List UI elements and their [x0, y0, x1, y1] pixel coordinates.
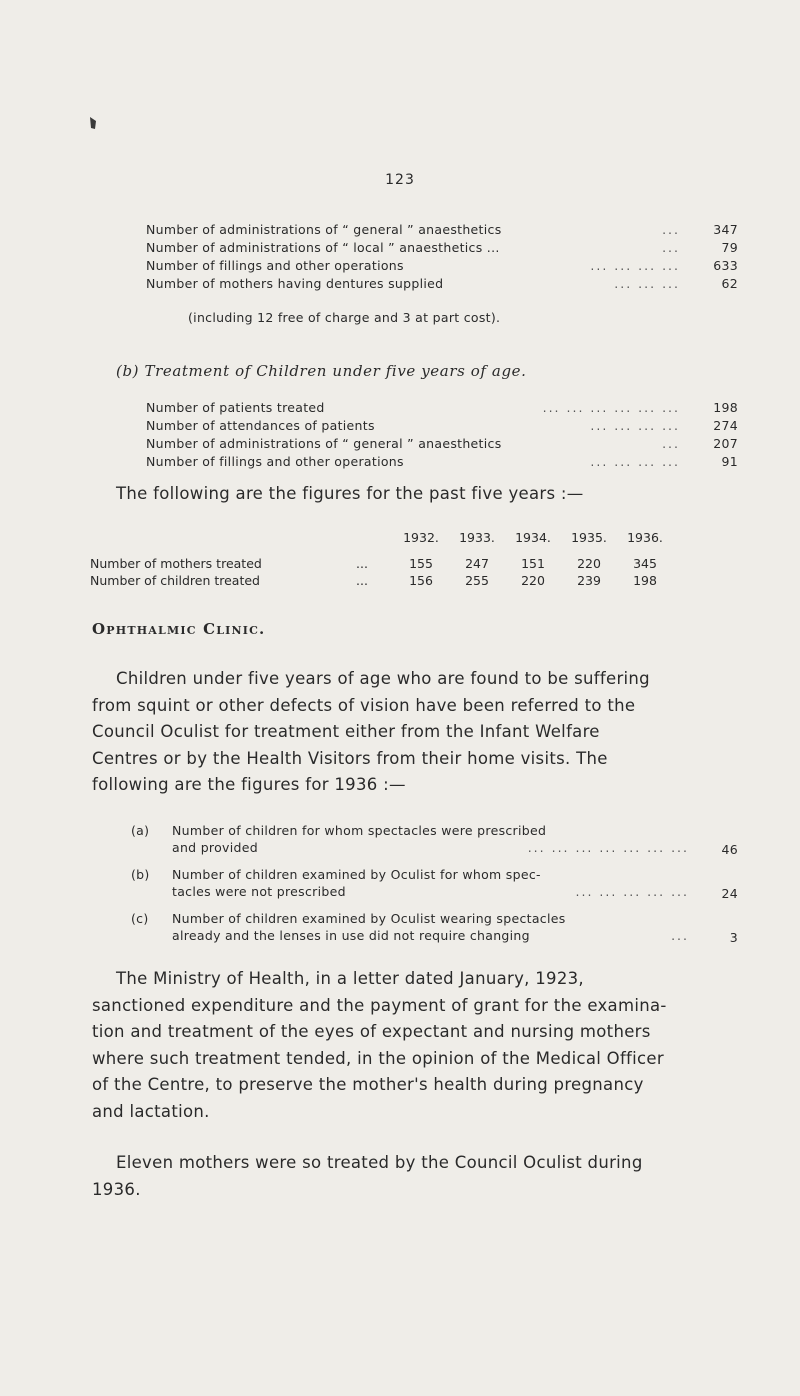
text-line: Children under five years of age who are found to be suffering [116, 669, 650, 688]
list-item [146, 418, 738, 434]
leader-dots: ... ... ... ... [590, 454, 680, 469]
leader-dots: ... ... ... ... [590, 418, 680, 433]
row-value: 79 [721, 240, 738, 255]
row-label: Number of mothers treated [90, 556, 262, 571]
table-cell: 156 [409, 573, 433, 588]
list-item [131, 910, 738, 944]
text-line: tion and treatment of the eyes of expectant and nursing mothers [92, 1022, 651, 1042]
list-item [146, 400, 738, 416]
row-label: Number of fillings and other operations [146, 258, 404, 273]
text-line: sanctioned expenditure and the payment of grant for the examina- [92, 995, 667, 1015]
table-cell: 255 [465, 573, 489, 588]
paragraph [92, 966, 712, 1126]
list-item [146, 276, 738, 292]
ink-mark [88, 116, 98, 130]
list-item [146, 258, 738, 274]
page-number: 123 [385, 172, 415, 188]
text-line: tacles were not prescribed [172, 884, 346, 899]
row-label: Number of administrations of “ general ” anaesthetics [146, 222, 502, 237]
text-line: Eleven mothers were so treated by the Council Oculist during [116, 1153, 643, 1172]
list-item [146, 240, 738, 256]
section-heading: Ophthalmic Clinic. [92, 620, 266, 638]
year-header: 1935. [571, 530, 607, 545]
leader-dots: ... ... ... ... ... ... ... [527, 840, 689, 855]
row-label: Number of children treated [90, 573, 260, 588]
row-value: 91 [721, 454, 738, 469]
leader-dots: ... [662, 436, 680, 451]
row-value: 207 [713, 436, 738, 451]
row-value: 633 [713, 258, 738, 273]
item-value: 24 [721, 886, 738, 901]
row-value: 62 [721, 276, 738, 291]
text-line: already and the lenses in use did not require changing [172, 928, 530, 943]
text-line: Number of children examined by Oculist wearing spectacles [172, 911, 566, 926]
figures-lead: The following are the figures for the past five years :— [116, 484, 584, 503]
item-tag: (a) [131, 823, 150, 838]
leader-dots: ... ... ... ... [590, 258, 680, 273]
section-note: (including 12 free of charge and 3 at part cost). [188, 310, 501, 325]
row-value: 198 [713, 400, 738, 415]
year-header: 1936. [627, 530, 663, 545]
text-line: and lactation. [92, 1101, 210, 1121]
list-item [146, 454, 738, 470]
table-cell: 239 [577, 573, 601, 588]
year-header: 1934. [515, 530, 551, 545]
item-value: 3 [729, 930, 738, 945]
year-header: 1933. [459, 530, 495, 545]
item-text [172, 910, 672, 944]
item-tag: (b) [131, 867, 150, 882]
table-cell: 220 [577, 556, 601, 571]
row-label: Number of administrations of “ local ” anaesthetics ... [146, 240, 500, 255]
row-label: Number of mothers having dentures supplied [146, 276, 444, 291]
row-label: Number of fillings and other operations [146, 454, 404, 469]
text-line: of the Centre, to preserve the mother's health during pregnancy [92, 1075, 644, 1095]
leader-dots: ... ... ... ... ... ... [542, 400, 680, 415]
leader-dots: ... [356, 573, 368, 588]
table-cell: 151 [521, 556, 545, 571]
table-cell: 247 [465, 556, 489, 571]
section-title: Treatment of Children under five years of age. [144, 362, 527, 380]
row-label: Number of administrations of “ general ” anaesthetics [146, 436, 502, 451]
leader-dots: ... [662, 222, 680, 237]
item-value: 46 [721, 842, 738, 857]
section-letter: (b) [116, 362, 140, 380]
list-item [146, 222, 738, 238]
table-cell: 198 [633, 573, 657, 588]
text-line: Council Oculist for treatment either from the Infant Welfare [92, 722, 600, 742]
list-item [131, 866, 738, 900]
paragraph [92, 666, 712, 799]
section-heading [116, 362, 527, 380]
item-tag: (c) [131, 911, 149, 926]
table-cell: 155 [409, 556, 433, 571]
row-label: Number of attendances of patients [146, 418, 375, 433]
list-item [131, 822, 738, 856]
paragraph [92, 1150, 712, 1203]
leader-dots: ... [671, 928, 689, 943]
row-label: Number of patients treated [146, 400, 325, 415]
list-item [146, 436, 738, 452]
text-line: Number of children for whom spectacles were prescribed [172, 823, 547, 838]
leader-dots: ... [356, 556, 368, 571]
leader-dots: ... [662, 240, 680, 255]
leader-dots: ... ... ... ... ... [575, 884, 689, 899]
row-value: 347 [713, 222, 738, 237]
leader-dots: ... ... ... [614, 276, 680, 291]
text-line: from squint or other defects of vision have been referred to the [92, 695, 636, 715]
row-value: 274 [713, 418, 738, 433]
text-line: Centres or by the Health Visitors from their home visits. The [92, 748, 608, 768]
text-line: The Ministry of Health, in a letter dated January, 1923, [116, 969, 584, 988]
text-line: following are the figures for 1936 :— [92, 775, 406, 795]
text-line: Number of children examined by Oculist for whom spec- [172, 867, 541, 882]
table-cell: 345 [633, 556, 657, 571]
text-line: where such treatment tended, in the opinion of the Medical Officer [92, 1048, 664, 1068]
year-header: 1932. [403, 530, 439, 545]
table-row [90, 573, 390, 589]
table-row [90, 556, 390, 572]
text-line: 1936. [92, 1179, 141, 1199]
text-line: and provided [172, 840, 258, 855]
table-cell: 220 [521, 573, 545, 588]
